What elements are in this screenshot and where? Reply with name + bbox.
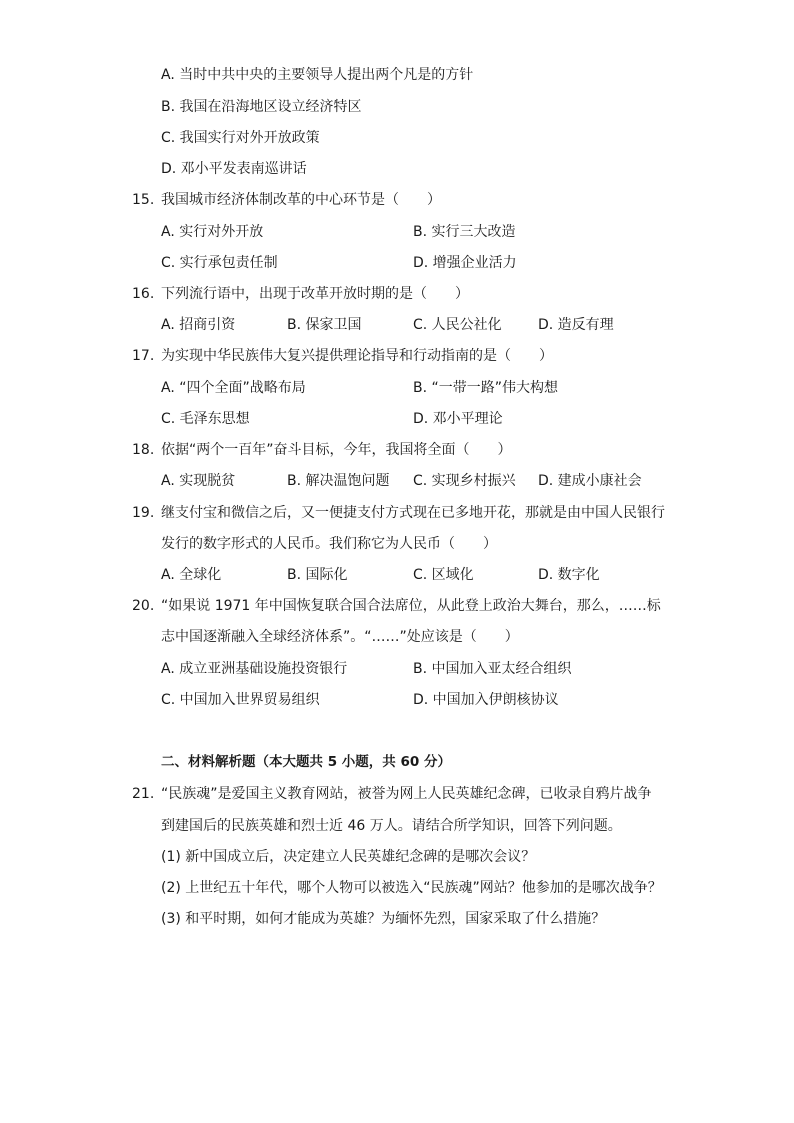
q19-option-b: B. 国际化 [287,567,348,583]
q14-option-a: A. 当时中共中央的主要领导人提出两个凡是的方针 [161,67,474,83]
q20-stem-line2: 志中国逐渐融入全球经济体系”。“……”处应该是（ ） [161,629,519,645]
q14-option-c: C. 我国实行对外开放政策 [161,130,320,146]
q20-option-c: C. 中国加入世界贸易组织 [161,692,320,708]
q18-stem: 依据“两个一百年”奋斗目标，今年，我国将全面（ ） [161,442,512,458]
q21-number: 21. [132,786,155,802]
q16-number: 16. [132,286,155,302]
q16-option-d: D. 造反有理 [538,317,614,333]
q21-subquestion-2: (2) 上世纪五十年代，哪个人物可以被选入“民族魂”网站？他参加的是哪次战争？ [161,880,662,896]
q19-option-c: C. 区域化 [413,567,474,583]
q15-option-d: D. 增强企业活力 [413,255,517,271]
q20-number: 20. [132,598,155,614]
q15-option-a: A. 实行对外开放 [161,224,264,240]
q19-option-d: D. 数字化 [538,567,600,583]
q16-option-b: B. 保家卫国 [287,317,362,333]
q19-number: 19. [132,505,155,521]
q17-option-a: A. “四个全面”战略布局 [161,380,306,396]
q17-option-c: C. 毛泽东思想 [161,411,250,427]
q16-option-a: A. 招商引资 [161,317,236,333]
q15-option-b: B. 实行三大改造 [413,224,516,240]
q15-option-c: C. 实行承包责任制 [161,255,278,271]
q16-stem: 下列流行语中，出现于改革开放时期的是（ ） [161,286,469,302]
q17-option-d: D. 邓小平理论 [413,411,503,427]
q18-option-d: D. 建成小康社会 [538,473,642,489]
q18-option-c: C. 实现乡村振兴 [413,473,516,489]
q14-option-d: D. 邓小平发表南巡讲话 [161,161,307,177]
section-2-title: 二、材料解析题（本大题共 5 小题，共 60 分） [161,754,451,770]
q17-number: 17. [132,348,155,364]
q20-option-a: A. 成立亚洲基础设施投资银行 [161,661,348,677]
q18-number: 18. [132,442,155,458]
q18-option-a: A. 实现脱贫 [161,473,236,489]
q19-option-a: A. 全球化 [161,567,222,583]
q21-subquestion-1: (1) 新中国成立后，决定建立人民英雄纪念碑的是哪次会议？ [161,849,536,865]
q17-stem: 为实现中华民族伟大复兴提供理论指导和行动指南的是（ ） [161,348,553,364]
q20-option-d: D. 中国加入伊朗核协议 [413,692,559,708]
q14-option-b: B. 我国在沿海地区设立经济特区 [161,99,362,115]
q15-stem: 我国城市经济体制改革的中心环节是（ ） [161,192,441,208]
q20-option-b: B. 中国加入亚太经合组织 [413,661,572,677]
q20-stem-line1: “如果说 1971 年中国恢复联合国合法席位，从此登上政治大舞台，那么，……标 [161,598,661,614]
q18-option-b: B. 解决温饱问题 [287,473,390,489]
q21-subquestion-3: (3) 和平时期，如何才能成为英雄？为缅怀先烈，国家采取了什么措施？ [161,911,606,927]
q21-stem-line1: “民族魂”是爱国主义教育网站，被誉为网上人民英雄纪念碑，已收录自鸦片战争 [161,786,652,802]
q16-option-c: C. 人民公社化 [413,317,502,333]
q19-stem-line2: 发行的数字形式的人民币。我们称它为人民币（ ） [161,536,497,552]
q21-stem-line2: 到建国后的民族英雄和烈士近 46 万人。请结合所学知识，回答下列问题。 [161,818,622,834]
q17-option-b: B. “一带一路”伟大构想 [413,380,559,396]
q15-number: 15. [132,192,155,208]
q19-stem-line1: 继支付宝和微信之后，又一便捷支付方式现在已多地开花，那就是由中国人民银行 [161,505,665,521]
